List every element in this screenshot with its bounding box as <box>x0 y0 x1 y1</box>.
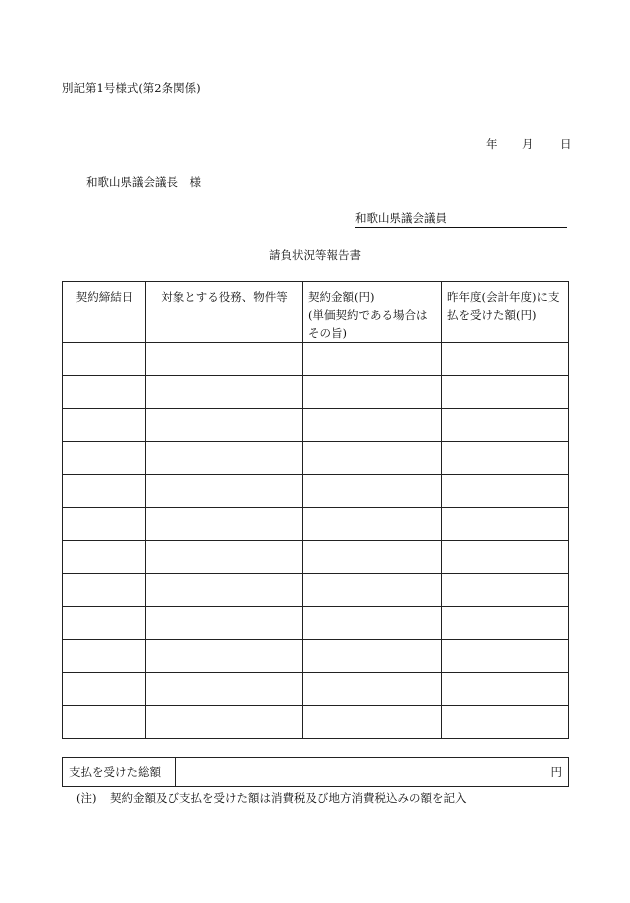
cell-paid-last-year[interactable] <box>442 343 569 376</box>
cell-paid-last-year[interactable] <box>442 508 569 541</box>
date-year-label: 年 <box>486 137 498 151</box>
cell-subject[interactable] <box>146 508 303 541</box>
cell-subject[interactable] <box>146 673 303 706</box>
cell-subject[interactable] <box>146 574 303 607</box>
table-row <box>63 343 569 376</box>
cell-contract-amount[interactable] <box>303 607 442 640</box>
header-paid-last-year: 昨年度(会計年度)に支払を受けた額(円) <box>442 282 569 343</box>
header-contract-amount-text: 契約金額(円) (単価契約である場合はその旨) <box>308 290 428 340</box>
cell-paid-last-year[interactable] <box>442 541 569 574</box>
total-unit: 円 <box>550 765 562 779</box>
cell-subject[interactable] <box>146 409 303 442</box>
cell-paid-last-year[interactable] <box>442 607 569 640</box>
date-day-label: 日 <box>560 137 572 151</box>
table-header-row <box>63 282 569 343</box>
cell-contract-date[interactable] <box>63 508 146 541</box>
total-table <box>62 757 569 787</box>
form-number: 別記第1号様式(第2条関係) <box>62 81 201 95</box>
cell-contract-date[interactable] <box>63 409 146 442</box>
cell-paid-last-year[interactable] <box>442 376 569 409</box>
cell-contract-amount[interactable] <box>303 442 442 475</box>
cell-contract-amount[interactable] <box>303 475 442 508</box>
cell-paid-last-year[interactable] <box>442 442 569 475</box>
cell-paid-last-year[interactable] <box>442 640 569 673</box>
header-contract-amount <box>303 282 442 343</box>
footnote-text: 契約金額及び支払を受けた額は消費税及び地方消費税込みの額を記入 <box>110 791 467 805</box>
cell-contract-amount[interactable] <box>303 673 442 706</box>
table-row <box>63 640 569 673</box>
cell-contract-date[interactable] <box>63 673 146 706</box>
cell-paid-last-year[interactable] <box>442 706 569 739</box>
cell-subject[interactable] <box>146 343 303 376</box>
report-table <box>62 281 569 739</box>
table-row <box>63 508 569 541</box>
cell-contract-date[interactable] <box>63 442 146 475</box>
footnote <box>76 790 467 806</box>
cell-contract-date[interactable] <box>63 574 146 607</box>
cell-subject[interactable] <box>146 475 303 508</box>
table-row <box>63 475 569 508</box>
cell-subject[interactable] <box>146 541 303 574</box>
cell-contract-amount[interactable] <box>303 640 442 673</box>
cell-contract-amount[interactable] <box>303 409 442 442</box>
cell-subject[interactable] <box>146 706 303 739</box>
member-name-line[interactable] <box>355 210 567 228</box>
header-subject: 対象とする役務、物件等 <box>146 282 303 343</box>
cell-contract-date[interactable] <box>63 640 146 673</box>
cell-subject[interactable] <box>146 640 303 673</box>
cell-contract-date[interactable] <box>63 343 146 376</box>
table-row <box>63 574 569 607</box>
table-row <box>63 409 569 442</box>
table-row <box>63 541 569 574</box>
date-month-label: 月 <box>522 137 534 151</box>
footnote-mark: (注) <box>76 791 97 805</box>
total-label: 支払を受けた総額 <box>63 758 176 787</box>
header-contract-date: 契約締結日 <box>63 282 146 343</box>
table-row <box>63 706 569 739</box>
cell-contract-date[interactable] <box>63 706 146 739</box>
table-row <box>63 376 569 409</box>
cell-contract-amount[interactable] <box>303 343 442 376</box>
cell-contract-date[interactable] <box>63 376 146 409</box>
cell-paid-last-year[interactable] <box>442 475 569 508</box>
cell-contract-amount[interactable] <box>303 541 442 574</box>
cell-subject[interactable] <box>146 607 303 640</box>
member-label: 和歌山県議会議員 <box>355 211 447 225</box>
cell-contract-amount[interactable] <box>303 706 442 739</box>
cell-contract-date[interactable] <box>63 475 146 508</box>
cell-contract-amount[interactable] <box>303 574 442 607</box>
cell-contract-amount[interactable] <box>303 508 442 541</box>
cell-paid-last-year[interactable] <box>442 409 569 442</box>
cell-contract-amount[interactable] <box>303 376 442 409</box>
cell-contract-date[interactable] <box>63 541 146 574</box>
cell-contract-date[interactable] <box>63 607 146 640</box>
document-title: 請負状況等報告書 <box>269 248 361 262</box>
total-row <box>63 758 569 787</box>
date-line <box>486 136 572 152</box>
cell-subject[interactable] <box>146 376 303 409</box>
addressee: 和歌山県議会議長 様 <box>86 175 201 189</box>
table-row <box>63 442 569 475</box>
cell-subject[interactable] <box>146 442 303 475</box>
cell-paid-last-year[interactable] <box>442 673 569 706</box>
table-row <box>63 607 569 640</box>
table-row <box>63 673 569 706</box>
total-amount-field[interactable] <box>176 758 569 787</box>
cell-paid-last-year[interactable] <box>442 574 569 607</box>
